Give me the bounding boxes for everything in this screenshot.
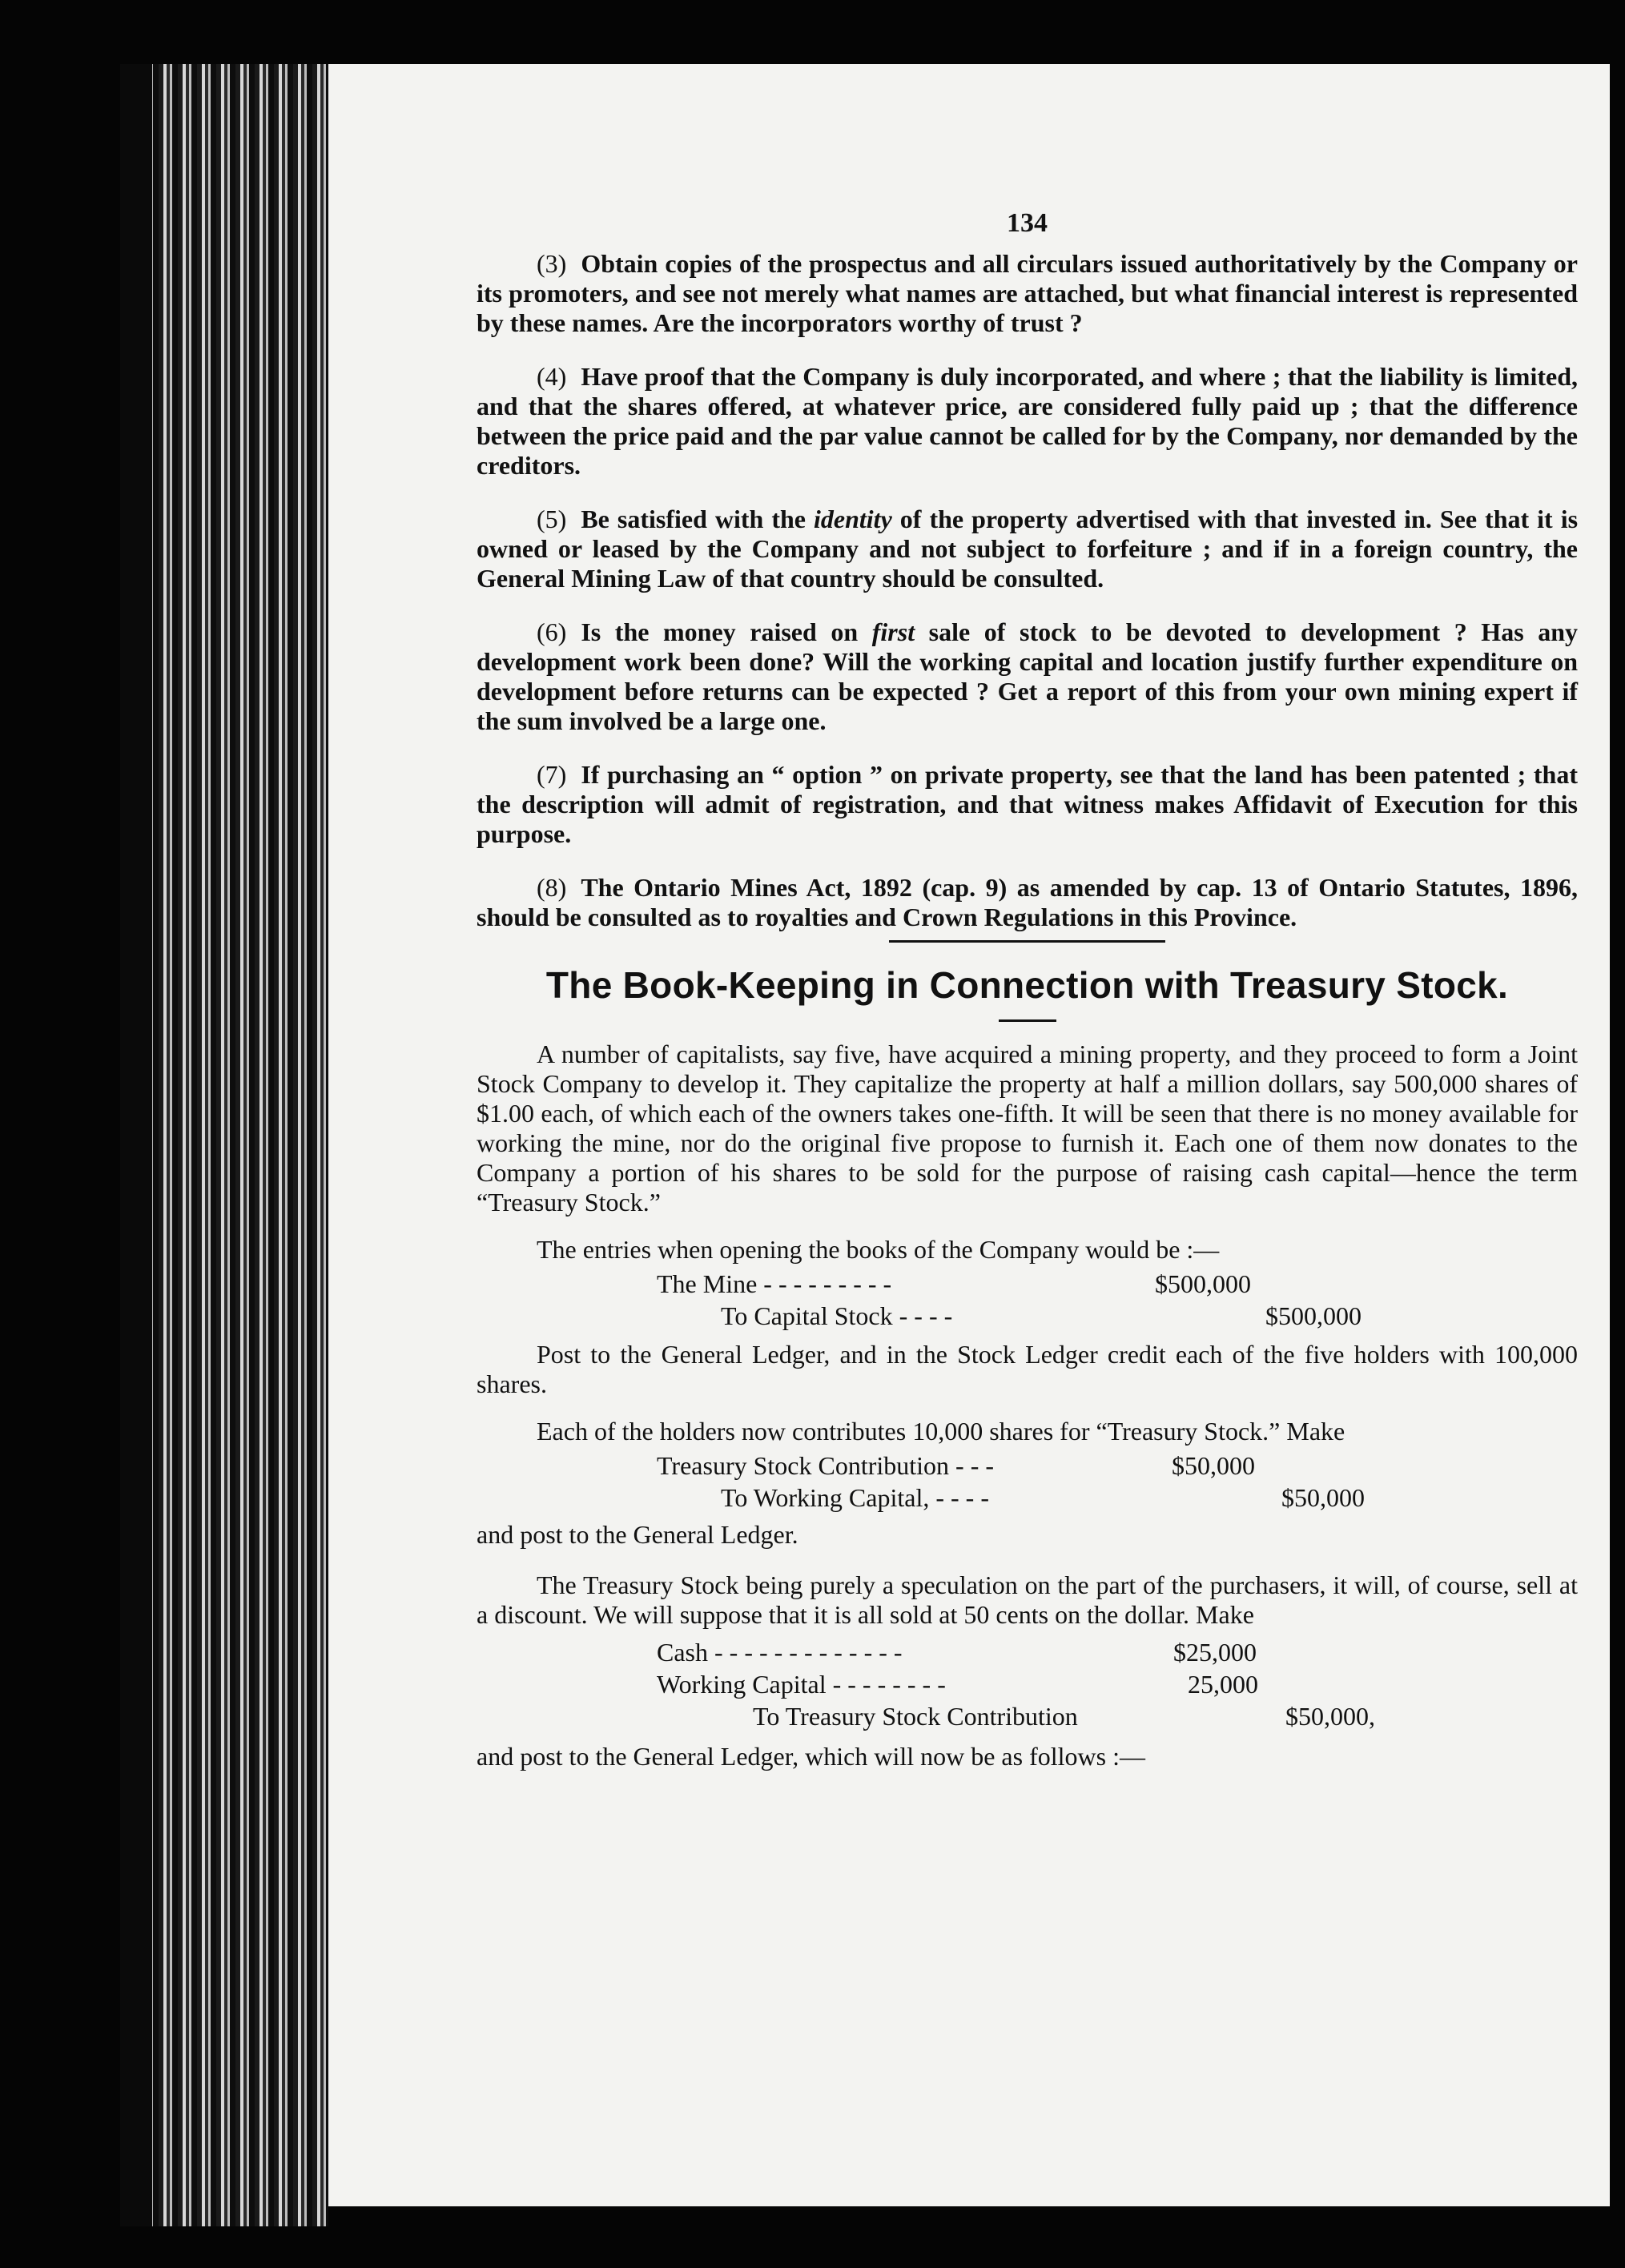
- journal-entry-3: [477, 1638, 1578, 1734]
- post-paragraph: and post to the General Ledger.: [477, 1520, 798, 1549]
- book-page: [328, 64, 1610, 2206]
- credit-amount: $50,000,: [1285, 1702, 1375, 1731]
- rule-number: (4): [537, 362, 567, 391]
- rule-number: (5): [537, 505, 567, 533]
- debit-label: Treasury Stock Contribution - - -: [657, 1451, 995, 1480]
- rule-item: [477, 760, 1578, 849]
- rule-text: The Ontario Mines Act, 1892 (cap. 9) as amended by cap. 13 of Ontario Statutes, 1896, should be consulted as to royalties and Crown Regulations in this Province.: [477, 873, 1578, 931]
- credit-label: To Treasury Stock Contribution: [753, 1702, 1078, 1731]
- post-paragraph: Post to the General Ledger, and in the Stock Ledger credit each of the five holders with 100,000 shares.: [477, 1340, 1578, 1398]
- contribution-paragraph: Each of the holders now contributes 10,000 shares for “Treasury Stock.” Make: [537, 1417, 1345, 1446]
- debit-amount: $500,000: [1155, 1269, 1251, 1298]
- credit-label: To Working Capital, - - - -: [721, 1483, 989, 1512]
- rule-text: Be satisfied with the: [581, 505, 806, 533]
- rule-emphasis: first: [871, 617, 915, 646]
- intro-paragraph: A number of capitalists, say five, have acquired a mining property, and they proceed to form a Joint Stock Company to develop it. They capitalize the property at half a million dollars, say 500,000 shares of $1.00 each, of which each of the owners takes one-fifth. It will be seen that there is no money available for working the mine, nor do the original five propose to furnish it. Each one of them now donates to the Company a portion of his shares to be sold for the purpose of raising cash capital—hence the term “Treasury Stock.”: [477, 1040, 1578, 1216]
- rule-text: Have proof that the Company is duly incorporated, and where ; that the liability is limited, and that the shares offered, at whatever price, are considered fully paid up ; that the difference between the price paid and the par value cannot be called for by the Company, nor demanded by the creditors.: [477, 362, 1578, 480]
- rule-number: (8): [537, 873, 567, 902]
- debit-amount: $50,000: [1172, 1451, 1255, 1480]
- rule-item: [477, 873, 1578, 932]
- page-content: [477, 208, 1578, 1792]
- working-capital-label: Working Capital - - - - - - - -: [657, 1670, 946, 1699]
- rule-text: Obtain copies of the prospectus and all circulars issued authoritatively by the Company or its promoters, and see not merely what names are attached, but what financial interest is represented by these names. Are the incorporators worthy of trust ?: [477, 249, 1578, 337]
- rule-emphasis: identity: [814, 505, 892, 533]
- credit-label: To Capital Stock - - - -: [721, 1301, 953, 1330]
- journal-entry-2: [477, 1451, 1578, 1515]
- scan-border: [120, 64, 152, 2226]
- working-capital-amount: 25,000: [1188, 1670, 1258, 1699]
- section-heading: The Book-Keeping in Connection with Treasury Stock.: [545, 964, 1509, 1006]
- cash-label: Cash - - - - - - - - - - - - -: [657, 1638, 903, 1667]
- rule-item: [477, 362, 1578, 481]
- rule-text: sale of stock to be devoted to development ? Has any development work been done? Will the working capital and location justify further expenditure on development before returns can be expected ? Get a report of this from your own mining expert if the sum involved be a large one.: [477, 617, 1579, 735]
- cash-amount: $25,000: [1173, 1638, 1257, 1667]
- speculation-paragraph: The Treasury Stock being purely a speculation on the part of the purchasers, it will, of course, sell at a discount. We will suppose that it is all sold at 50 cents on the dollar. Make: [477, 1570, 1578, 1629]
- rule-number: (6): [537, 617, 567, 646]
- rule-item: [477, 617, 1578, 736]
- rule-number: (7): [537, 760, 567, 789]
- rule-item: [477, 505, 1578, 593]
- credit-amount: $50,000: [1281, 1483, 1365, 1512]
- rule-text: of the property advertised with that invested in. See that it is owned or leased by the Company and not subject to forfeiture ; and if in a foreign country, the General Mining Law of that country should be consulted.: [477, 505, 1579, 593]
- rule-item: [477, 249, 1578, 338]
- credit-amount: $500,000: [1265, 1301, 1362, 1330]
- rule-text: If purchasing an “ option ” on private property, see that the land has been patented ; that the description will admit of registration, and that witness makes Affidavit of Execution for this purpose.: [477, 760, 1578, 848]
- closing-paragraph: and post to the General Ledger, which will now be as follows :—: [477, 1742, 1145, 1771]
- journal-entry-1: [477, 1269, 1578, 1333]
- heading-underline: [999, 1019, 1056, 1022]
- rule-text: Is the money raised on: [581, 617, 859, 646]
- debit-label: The Mine - - - - - - - - -: [657, 1269, 892, 1298]
- rule-number: (3): [537, 249, 567, 278]
- entries-intro: The entries when opening the books of the Company would be :—: [537, 1235, 1220, 1264]
- section-divider: [889, 940, 1165, 943]
- page-number: 134: [1007, 208, 1048, 238]
